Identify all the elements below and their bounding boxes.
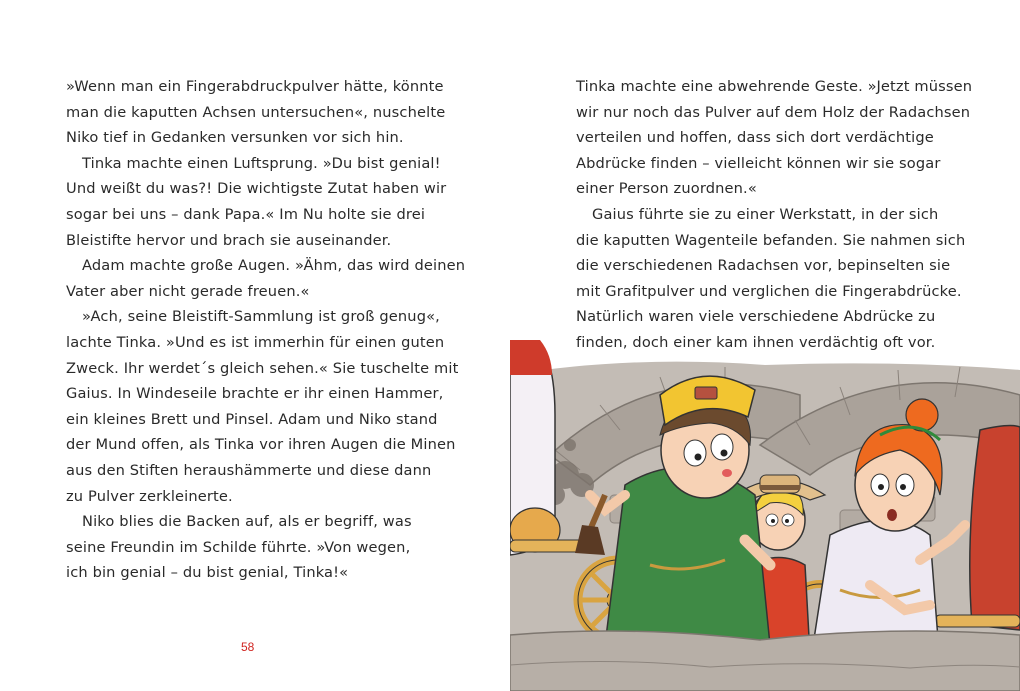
text-line: zu Pulver zerkleinerte. [66,487,233,505]
text-line: ich bin genial – du bist genial, Tinka!« [66,564,349,582]
illustration-svg [510,335,1020,691]
text-line: aus den Stiften heraushämmerte und diese dann [66,461,432,479]
text-line: Tinka machte eine abwehrende Geste. »Jetzt müssen [576,78,973,95]
text-line: »Ach, seine Bleistift-Sammlung ist groß genug«, [82,308,440,326]
text-line: Gaius. In Windeseile brachte er ihr einen Hammer, [66,385,444,403]
text-line: Niko blies die Backen auf, als er begriff, was [82,513,412,531]
text-line: Und weißt du was?! Die wichtigste Zutat haben wir [66,180,447,198]
text-line: seine Freundin im Schilde führte. »Von wegen, [66,538,411,556]
text-line: Bleistifte hervor und brach sie auseinander. [66,231,392,249]
text-line: sogar bei uns – dank Papa.« Im Nu holte sie drei [66,205,426,223]
text-line: Abdrücke finden – vielleicht können wir sie sogar [576,154,941,172]
text-line: lachte Tinka. »Und es ist immerhin für einen guten [66,333,445,351]
text-line: finden, doch einer kam ihnen verdächtig oft vor. [576,333,936,351]
text-line: der Mund offen, als Tinka vor ihren Augen die Minen [66,436,456,454]
left-page-text [66,74,465,586]
right-page [510,0,1020,691]
right-page-text [576,74,972,356]
text-line: »Wenn man ein Fingerabdruckpulver hätte, könnte [66,78,444,95]
text-line: ein kleines Brett und Pinsel. Adam und Niko stand [66,410,438,428]
text-line: verteilen und hoffen, dass sich dort verdächtige [576,129,934,147]
text-line: Vater aber nicht gerade freuen.« [66,282,310,300]
page-number: 58 [241,640,255,654]
text-line: die verschiedenen Radachsen vor, bepinselten sie [576,257,951,275]
text-line: die kaputten Wagenteile befanden. Sie nahmen sich [576,231,966,249]
text-line: einer Person zuordnen.« [576,180,757,198]
illustration-workshop-scene [510,335,1020,691]
text-line: man die kaputten Achsen untersuchen«, nuschelte [66,103,446,121]
text-line: Gaius führte sie zu einer Werkstatt, in der sich [592,205,939,223]
text-line: Niko tief in Gedanken versunken vor sich hin. [66,129,404,147]
text-line: Zweck. Ihr werdet´s gleich sehen.« Sie tuschelte mit [66,359,459,377]
text-line: Adam machte große Augen. »Ähm, das wird deinen [82,257,466,275]
text-line: wir nur noch das Pulver auf dem Holz der Radachsen [576,103,971,121]
text-line: mit Grafitpulver und verglichen die Fingerabdrücke. [576,282,962,300]
text-line: Tinka machte einen Luftsprung. »Du bist genial! [82,154,441,172]
text-line: Natürlich waren viele verschiedene Abdrücke zu [576,308,936,326]
